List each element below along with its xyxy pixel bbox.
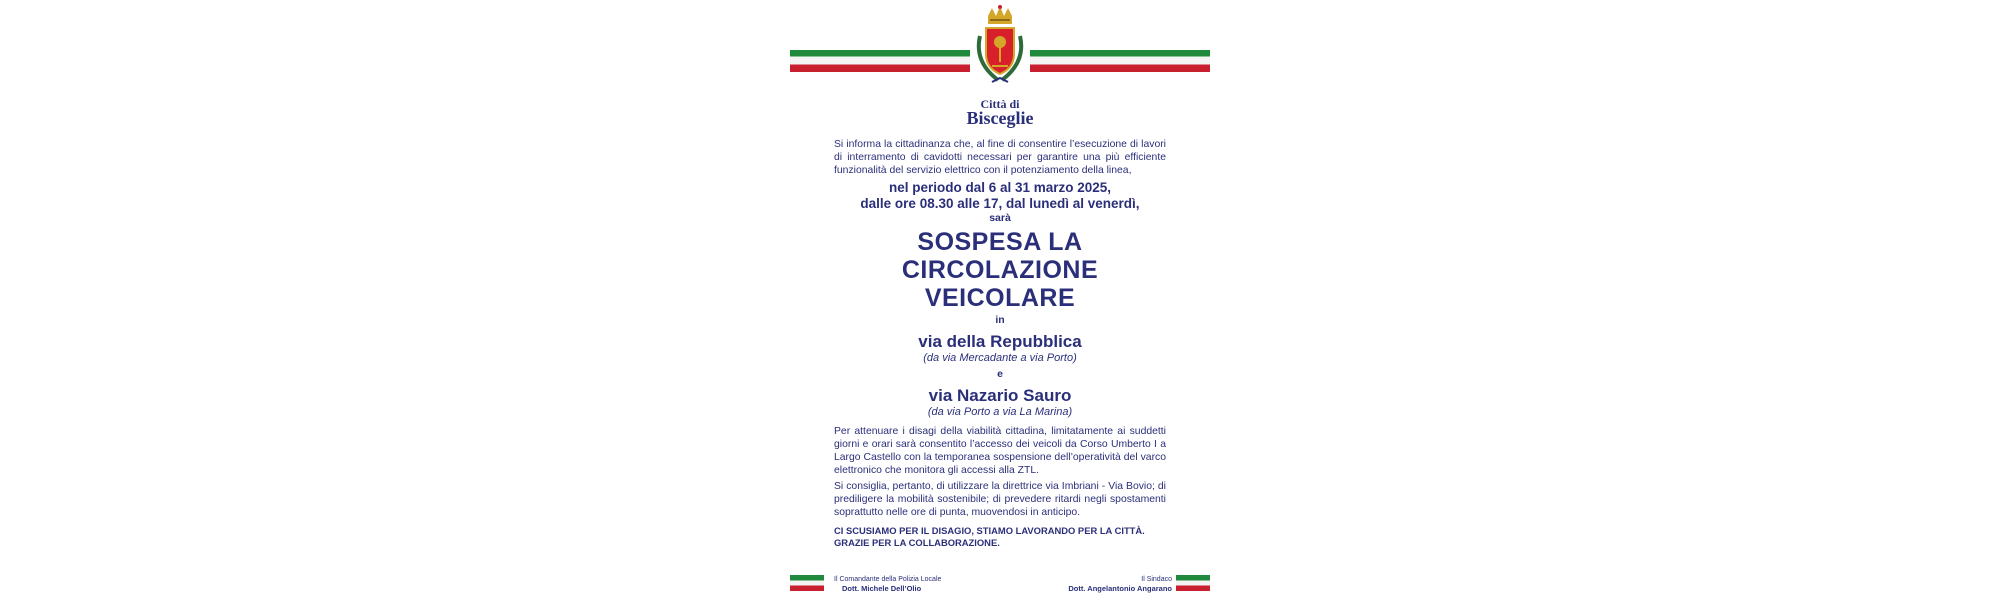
city-name: Bisceglie xyxy=(966,108,1034,128)
street-1: via della Repubblica xyxy=(918,332,1082,351)
poster xyxy=(790,0,1210,600)
city-prefix: Città di xyxy=(980,97,1020,111)
mini-flag-left xyxy=(790,575,824,591)
paragraph-advice: Si consiglia, pertanto, di utilizzare la direttrice via Imbriani - Via Bovio; di prediligere la mobilità sostenibile; di prevedere ritardi negli spostamenti soprattutto nelle ore di punta, muovendosi in anticipo. xyxy=(834,481,1166,518)
signature-mayor-name: Dott. Angelantonio Angarano xyxy=(1068,584,1172,593)
city-crest-icon xyxy=(968,4,1032,96)
in-word: in xyxy=(995,314,1005,326)
street-2: via Nazario Sauro xyxy=(928,386,1072,405)
mini-flag-right xyxy=(1176,575,1210,591)
margin-print-mark xyxy=(1218,275,1222,327)
notice-body xyxy=(834,138,1166,549)
closing-line-2: GRAZIE PER LA COLLABORAZIONE. xyxy=(834,537,1000,548)
signature-commander-role: Il Comandante della Polizia Locale xyxy=(834,576,942,583)
street-2-sub: (da via Porto a via La Marina) xyxy=(927,406,1073,418)
street-1-sub: (da via Mercadante a via Porto) xyxy=(923,352,1077,364)
signature-commander-name: Dott. Michele Dell’Olio xyxy=(842,584,922,593)
closing-line-1: CI SCUSIAMO PER IL DISAGIO, STIAMO LAVORANDO PER LA CITTÀ. xyxy=(834,525,1145,536)
headline-line-1: SOSPESA LA xyxy=(917,228,1083,256)
headline-line-3: VEICOLARE xyxy=(924,284,1076,312)
signature-commander xyxy=(834,575,941,593)
headline xyxy=(834,228,1166,312)
headline-line-2: CIRCOLAZIONE xyxy=(901,256,1099,284)
sara-word: sarà xyxy=(989,212,1011,224)
signature-mayor xyxy=(1016,575,1172,593)
paragraph-access: Per attenuare i disagi della viabilità cittadina, limitatamente ai suddetti giorni e orari sarà consentito l’accesso dei veicoli da Corso Umberto I a Largo Castello con la temporanea sospensione dell’operatività del varco elettronico che monitora gli accessi alla ZTL. xyxy=(834,426,1166,476)
flag-band-right xyxy=(1030,50,1210,72)
period-line-2: dalle ore 08.30 alle 17, dal lunedì al venerdì, xyxy=(860,196,1140,211)
period-line-1: nel periodo dal 6 al 31 marzo 2025, xyxy=(888,180,1112,195)
flag-band-left xyxy=(790,50,970,72)
signature-mayor-role: Il Sindaco xyxy=(1141,576,1172,583)
and-word: e xyxy=(997,368,1003,380)
intro-paragraph: Si informa la cittadinanza che, al fine di consentire l’esecuzione di lavori di interramento di cavidotti necessari per garantire una più efficiente funzionalità del servizio elettrico con il potenziamento della linea, xyxy=(834,139,1166,176)
